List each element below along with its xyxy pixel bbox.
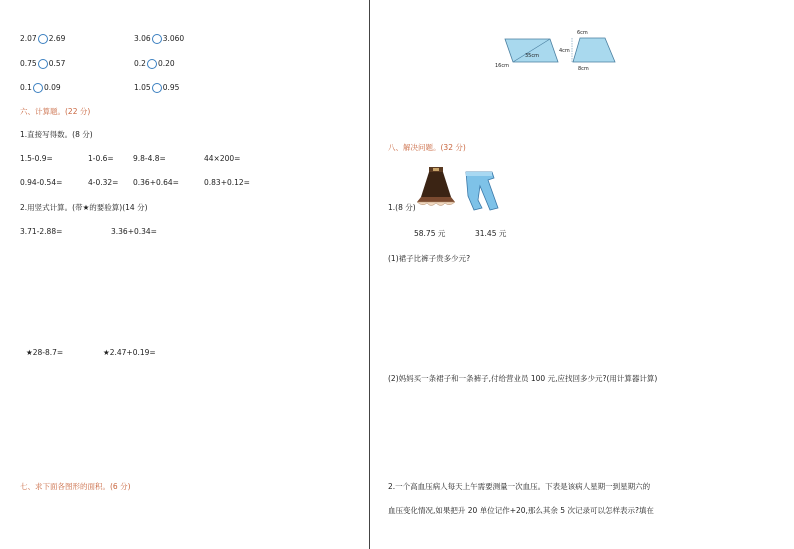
compare-right-value: 3.060 [162,34,185,43]
oral-calc-item: 0.83+0.12= [204,178,250,187]
oral-calc-item: 1-0.6= [88,154,114,163]
q1-label: 1.直接写得数。(8 分) [20,130,93,139]
compare-row-2b [134,59,175,69]
compare-left-value: 1.05 [134,83,151,92]
right-bottom-label: 8cm [578,66,589,72]
vertical-calc-item: 3.71-2.88= [20,227,63,236]
section-6-title: 六、计算题。(22 分) [20,107,91,116]
compare-circle[interactable] [38,59,48,69]
q8-1-sub1: (1)裙子比裤子贵多少元? [388,254,471,263]
vertical-calc-item: ★2.47+0.19= [103,348,156,357]
vertical-calc-item: ★28-8.7= [26,348,64,357]
q8-1-label: 1.(8 分) [388,203,416,212]
compare-right-value: 0.09 [43,83,61,92]
skirt-price: 58.75 元 [414,229,446,238]
compare-circle[interactable] [38,34,48,44]
compare-right-value: 0.20 [157,59,175,68]
section-7-title: 七、求下面各图形的面积。(6 分) [20,482,131,491]
right-side-label: 4cm [559,48,570,54]
compare-row-3b [134,83,179,93]
compare-circle[interactable] [152,83,162,93]
q8-1-sub2: (2)妈妈买一条裙子和一条裤子,付给营业员 100 元,应找回多少元?(用计算器计算) [388,374,658,383]
q2-label: 2.用竖式计算。(带★的要验算)(14 分) [20,203,148,212]
oral-calc-item: 44×200= [204,154,241,163]
compare-right-value: 0.57 [48,59,66,68]
oral-calc-item: 4-0.32= [88,178,119,187]
parallelogram-figures [495,27,625,72]
oral-calc-item: 0.94-0.54= [20,178,63,187]
pants-price: 31.45 元 [475,229,507,238]
right-top-label: 6cm [577,30,588,36]
column-divider [369,0,370,549]
section-8-title: 八、解决问题。(32 分) [388,143,466,152]
left-top-label: 35cm [525,53,539,59]
compare-left-value: 0.75 [20,59,37,68]
pants-image [462,170,506,212]
compare-left-value: 0.1 [20,83,32,92]
oral-calc-item: 0.36+0.64= [133,178,179,187]
right-parallelogram [573,38,615,62]
compare-right-value: 2.69 [48,34,66,43]
compare-row-1 [20,34,65,44]
compare-left-value: 3.06 [134,34,151,43]
vertical-calc-item: 3.36+0.34= [111,227,157,236]
compare-left-value: 0.2 [134,59,146,68]
compare-row-3 [20,83,61,93]
compare-row-1b [134,34,184,44]
compare-circle[interactable] [33,83,43,93]
q8-2-line1: 2.一个高血压病人每天上午需要测量一次血压。下表是该病人星期一到星期六的 [388,482,651,491]
compare-left-value: 2.07 [20,34,37,43]
q8-2-line2: 血压变化情况,如果把升 20 单位记作+20,那么其余 5 次记录可以怎样表示?填在 [388,506,654,515]
oral-calc-item: 9.8-4.8= [133,154,166,163]
compare-row-2 [20,59,65,69]
skirt-image [413,167,459,209]
compare-circle[interactable] [152,34,162,44]
compare-right-value: 0.95 [162,83,180,92]
compare-circle[interactable] [147,59,157,69]
left-side-label: 16cm [495,63,509,69]
oral-calc-item: 1.5-0.9= [20,154,53,163]
